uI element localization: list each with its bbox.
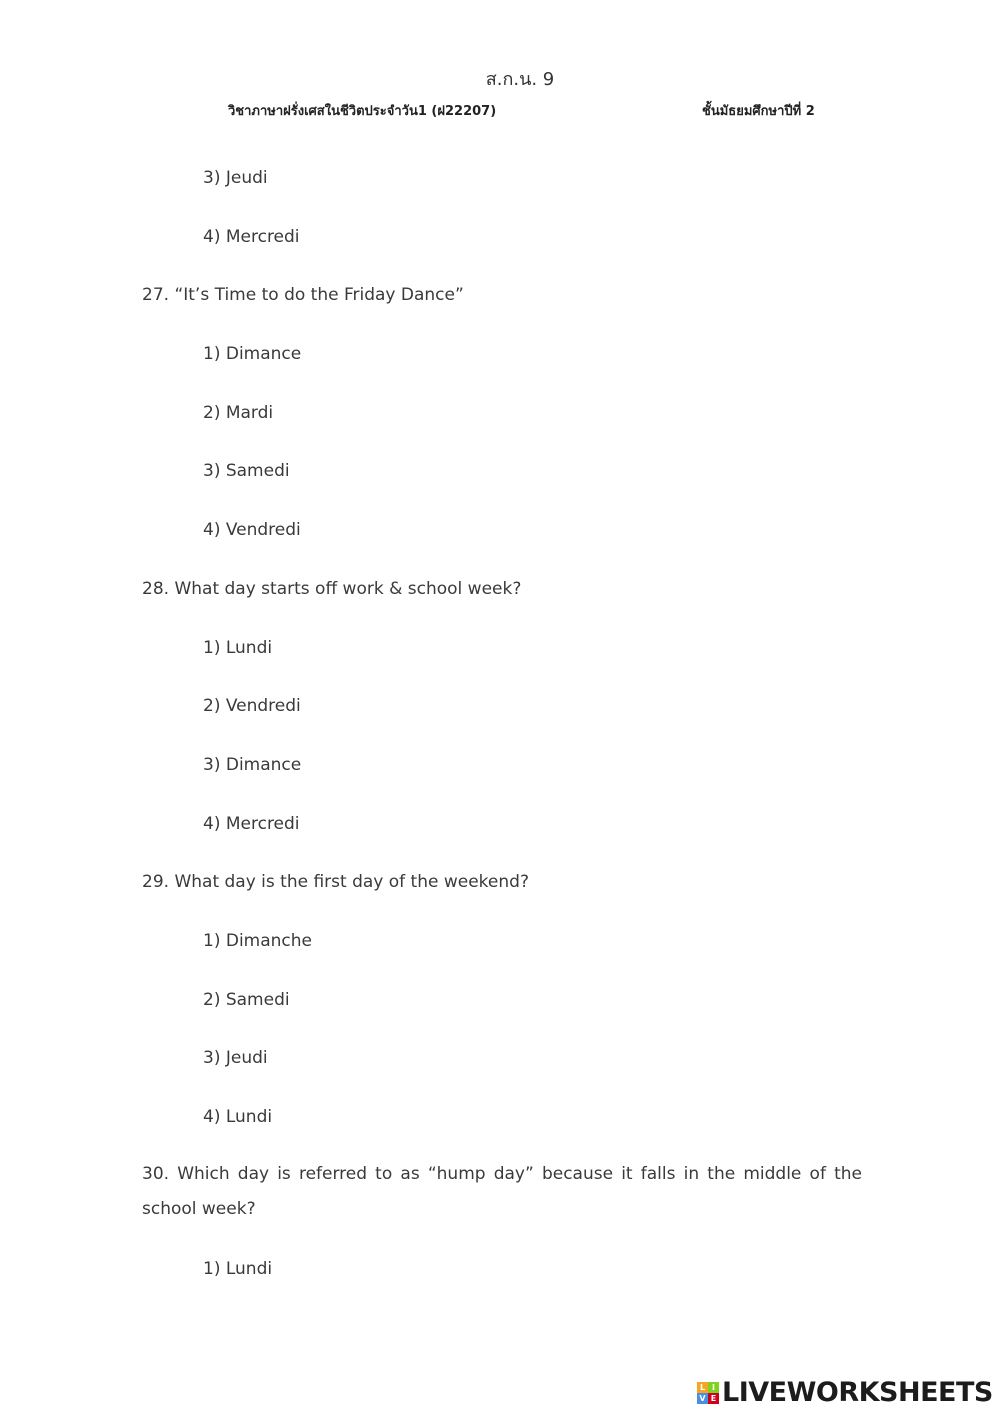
question-27: 27. “It’s Time to do the Friday Dance” [142, 285, 464, 305]
grade-level: ชั้นมัธยมศึกษาปีที่ 2 [702, 104, 815, 119]
option-item: 4) Vendredi [203, 520, 301, 540]
watermark-text: LIVEWORKSHEETS [722, 1377, 993, 1408]
option-item: 3) Dimance [203, 755, 302, 775]
option-item: 4) Mercredi [203, 814, 300, 834]
document-code: ส.ก.น. 9 [485, 69, 555, 90]
option-item: 1) Dimance [203, 344, 302, 364]
liveworksheets-logo-icon [697, 1382, 719, 1404]
option-item: 4) Lundi [203, 1107, 273, 1127]
logo-tile: L [697, 1382, 708, 1393]
subject-title: วิชาภาษาฝรั่งเศสในชีวิตประจำวัน1 (ฝ22207) [228, 104, 497, 119]
question-30: 30. Which day is referred to as “hump day” because it falls in the middle of the school week? [142, 1164, 862, 1219]
option-item: 3) Jeudi [203, 1048, 268, 1068]
question-29: 29. What day is the first day of the weekend? [142, 872, 529, 892]
logo-tile: I [708, 1382, 719, 1393]
option-item: 2) Vendredi [203, 696, 301, 716]
option-item: 2) Samedi [203, 990, 290, 1010]
liveworksheets-watermark [697, 1378, 993, 1408]
option-item: 1) Lundi [203, 1259, 273, 1279]
logo-tile: E [708, 1393, 719, 1404]
option-item: 1) Dimanche [203, 931, 312, 951]
option-item: 4) Mercredi [203, 227, 300, 247]
option-item: 3) Samedi [203, 461, 290, 481]
option-item: 2) Mardi [203, 403, 274, 423]
option-item: 3) Jeudi [203, 168, 268, 188]
question-28: 28. What day starts off work & school week? [142, 579, 522, 599]
logo-tile: V [697, 1393, 708, 1404]
option-item: 1) Lundi [203, 638, 273, 658]
